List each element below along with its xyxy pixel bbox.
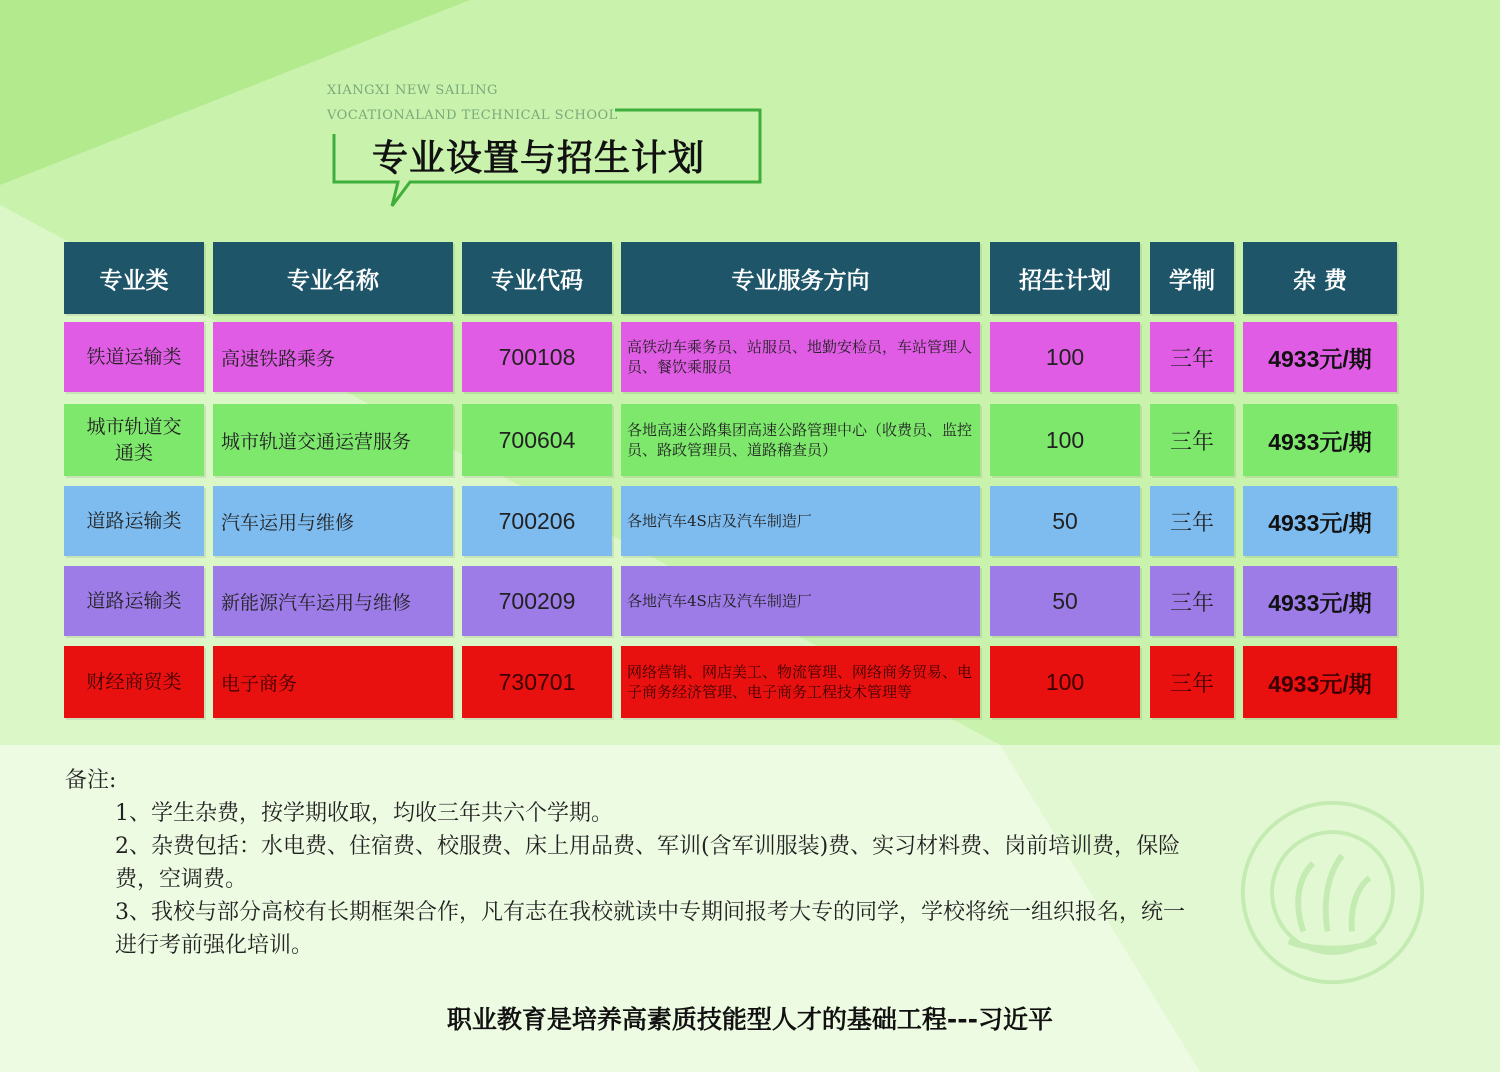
header-enrollment-plan: 招生计划	[990, 242, 1140, 314]
cell-duration	[1150, 404, 1234, 476]
fee-text: 4933元/期	[1268, 589, 1372, 616]
major-name-text: 城市轨道交通运营服务	[221, 430, 412, 453]
header-service-direction: 专业服务方向	[621, 242, 980, 314]
brand-line-1: XIANGXI NEW SAILING	[327, 83, 498, 98]
fee-text: 4933元/期	[1268, 345, 1372, 372]
cell-service-direction	[621, 486, 980, 556]
header-category: 专业类	[64, 242, 204, 314]
major-code-text: 700604	[498, 426, 576, 453]
note-item-1: 1、学生杂费，按学期收取，均收三年共六个学期。	[115, 801, 613, 826]
cell-major-code	[462, 404, 612, 476]
duration-text: 三年	[1169, 510, 1214, 536]
category-text: 铁道运输类	[86, 346, 182, 368]
enrollment-plan-text: 50	[1052, 587, 1078, 614]
service-direction-text: 各地高速公路集团高速公路管理中心（收费员、监控员、路政管理员、道路稽查员）	[627, 421, 973, 459]
cell-major-name	[213, 404, 453, 476]
header-major-code: 专业代码	[462, 242, 612, 314]
fee-text: 4933元/期	[1268, 509, 1372, 536]
cell-service-direction	[621, 322, 980, 392]
cell-major-code	[462, 646, 612, 718]
cell-service-direction	[621, 404, 980, 476]
cell-enrollment-plan	[990, 404, 1140, 476]
notes-heading: 备注:	[65, 768, 117, 793]
cell-major-name	[213, 566, 453, 636]
service-direction-text: 网络营销、网店美工、物流管理、网络商务贸易、电子商务经济管理、电子商务工程技术管理等	[627, 663, 973, 701]
cell-service-direction	[621, 566, 980, 636]
cell-category	[64, 322, 204, 392]
enrollment-plan-text: 50	[1052, 507, 1078, 534]
cell-enrollment-plan	[990, 646, 1140, 718]
major-name-text: 汽车运用与维修	[221, 511, 355, 534]
note-item-2: 2、杂费包括：水电费、住宿费、校服费、床上用品费、军训(含军训服装)费、实习材料费、岗前培训费，保险费，空调费。	[115, 834, 1181, 892]
fee-text: 4933元/期	[1268, 428, 1372, 455]
category-text: 道路运输类	[86, 590, 182, 612]
cell-major-name	[213, 322, 453, 392]
category-text: 财经商贸类	[86, 671, 182, 693]
cell-category	[64, 486, 204, 556]
major-code-text: 700108	[498, 343, 576, 370]
duration-text: 三年	[1169, 590, 1214, 616]
enrollment-plan-text: 100	[1045, 668, 1085, 695]
cell-duration	[1150, 646, 1234, 718]
cell-fee	[1243, 322, 1397, 392]
cell-major-name	[213, 486, 453, 556]
service-direction-text: 各地汽车4S店及汽车制造厂	[627, 512, 812, 530]
service-direction-text: 高铁动车乘务员、站服员、地勤安检员，车站管理人员、餐饮乘服员	[627, 338, 973, 376]
category-text: 道路运输类	[86, 510, 182, 532]
major-code-text: 700206	[498, 507, 576, 534]
cell-major-code	[462, 486, 612, 556]
notes-section	[65, 764, 1205, 962]
service-direction-text: 各地汽车4S店及汽车制造厂	[627, 592, 812, 610]
header-duration: 学制	[1150, 242, 1234, 314]
cell-major-code	[462, 566, 612, 636]
note-item-3: 3、我校与部分高校有长期框架合作，凡有志在我校就读中专期间报考大专的同学，学校将统一组织报名，统一进行考前强化培训。	[115, 900, 1186, 958]
duration-text: 三年	[1169, 429, 1214, 455]
cell-category	[64, 566, 204, 636]
header-major-name: 专业名称	[213, 242, 453, 314]
footer-quote: 职业教育是培养高素质技能型人才的基础工程---习近平	[446, 1005, 1054, 1034]
school-seal-logo	[1235, 795, 1430, 990]
enrollment-plan-text: 100	[1045, 426, 1085, 453]
cell-major-code	[462, 322, 612, 392]
cell-enrollment-plan	[990, 322, 1140, 392]
major-name-text: 电子商务	[221, 672, 298, 695]
cell-duration	[1150, 322, 1234, 392]
brand-line-2: VOCATIONALAND TECHNICAL SCHOOL	[327, 108, 618, 123]
duration-text: 三年	[1169, 671, 1214, 697]
major-name-text: 高速铁路乘务	[221, 347, 336, 370]
cell-category	[64, 404, 204, 476]
cell-fee	[1243, 646, 1397, 718]
cell-fee	[1243, 404, 1397, 476]
fee-text: 4933元/期	[1268, 670, 1372, 697]
duration-text: 三年	[1169, 346, 1214, 372]
cell-duration	[1150, 486, 1234, 556]
cell-service-direction	[621, 646, 980, 718]
cell-duration	[1150, 566, 1234, 636]
category-text: 城市轨道交通类	[86, 416, 182, 464]
cell-enrollment-plan	[990, 566, 1140, 636]
major-code-text: 700209	[498, 587, 576, 614]
header-fee: 杂 费	[1243, 242, 1397, 314]
cell-fee	[1243, 566, 1397, 636]
major-code-text: 730701	[498, 668, 576, 695]
cell-fee	[1243, 486, 1397, 556]
cell-enrollment-plan	[990, 486, 1140, 556]
page-title: 专业设置与招生计划	[372, 138, 706, 179]
enrollment-plan-text: 100	[1045, 343, 1085, 370]
major-name-text: 新能源汽车运用与维修	[221, 591, 412, 614]
cell-major-name	[213, 646, 453, 718]
cell-category	[64, 646, 204, 718]
